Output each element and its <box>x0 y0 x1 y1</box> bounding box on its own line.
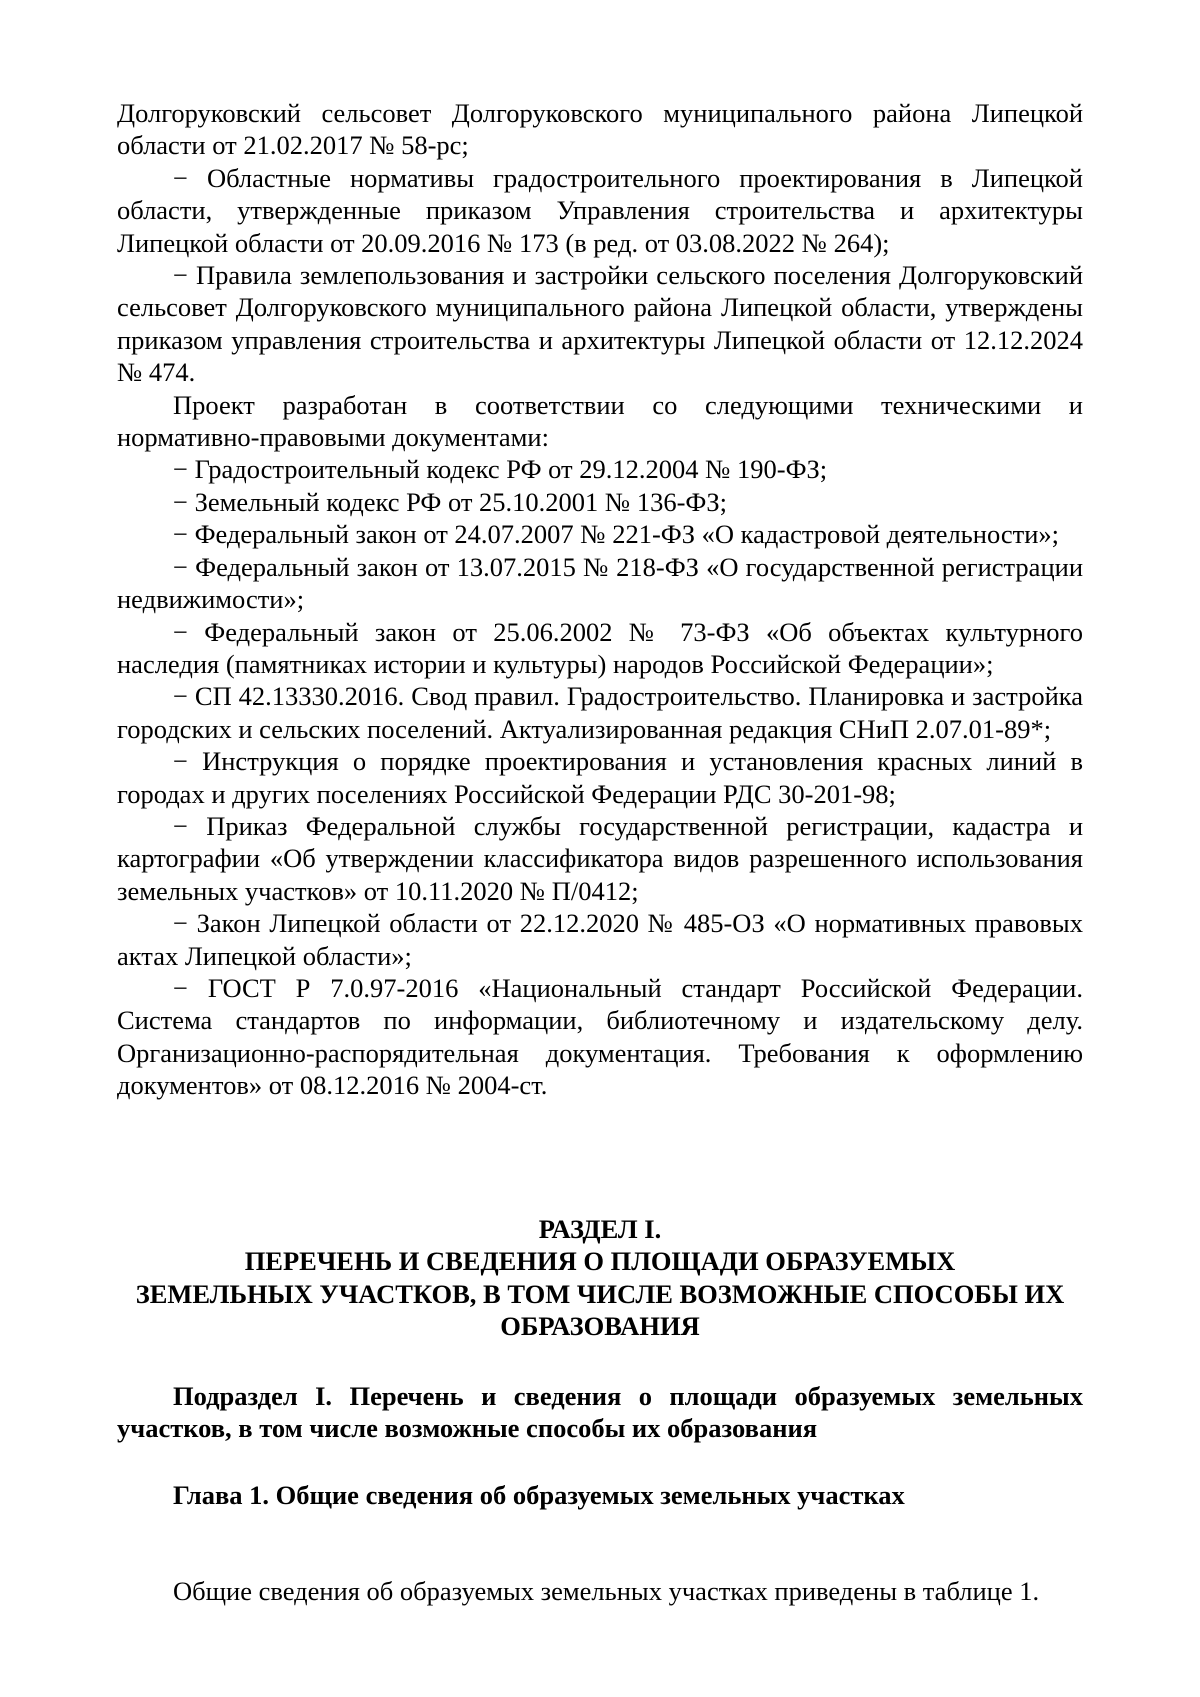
list-item-gost: − ГОСТ Р 7.0.97-2016 «Национальный стандарт Российской Федерации. Система стандартов по информации, библиотечному и издательскому делу. Организационно-распорядительная документация. Требования к оформлению документов» от 08.12.2016 № 2004-ст. <box>117 972 1083 1101</box>
list-item-rosreestr-order: − Приказ Федеральной службы государственной регистрации, кадастра и картографии «Об утверждении классификатора видов разрешенного использования земельных участков» от 10.11.2020 № П/0412; <box>117 810 1083 906</box>
list-item-lipetsk-law: − Закон Липецкой области от 22.12.2020 № 485-ОЗ «О нормативных правовых актах Липецкой области»; <box>117 908 1083 971</box>
section-title-line-1: ПЕРЕЧЕНЬ И СВЕДЕНИЯ О ПЛОЩАДИ ОБРАЗУЕМЫХ <box>244 1246 956 1277</box>
list-item-land-code: − Земельный кодекс РФ от 25.10.2001 № 136-ФЗ; <box>173 486 727 517</box>
list-item-heritage-law: − Федеральный закон от 25.06.2002 № 73-ФЗ «Об объектах культурного наследия (памятниках истории и культуры) народов Российской Федерации»; <box>117 616 1083 679</box>
closing-paragraph: Общие сведения об образуемых земельных участках приведены в таблице 1. <box>173 1576 1040 1606</box>
list-item-land-use-rules: − Правила землепользования и застройки сельского поселения Долгоруковский сельсовет Долгоруковского муниципального района Липецкой области, утверждены приказом управления строительства и архитектуры Липецкой области от 12.12.2024 № 474. <box>117 260 1083 388</box>
paragraph-project-basis: Проект разработан в соответствии со следующими техническими и нормативно-правовыми документами: <box>117 389 1083 453</box>
subsection-heading: Подраздел I. Перечень и сведения о площади образуемых земельных участков, в том числе возможные способы их образования <box>117 1381 1083 1444</box>
section-heading <box>117 1213 1083 1343</box>
chapter-heading: Глава 1. Общие сведения об образуемых земельных участках <box>173 1480 905 1510</box>
list-item-regional-standards: − Областные нормативы градостроительного проектирования в Липецкой области, утвержденные приказом Управления строительства и архитектуры Липецкой области от 20.09.2016 № 173 (в ред. от 03.08.2022 № 264); <box>117 162 1083 258</box>
section-title-line-3: ОБРАЗОВАНИЯ <box>500 1311 700 1342</box>
section-number: РАЗДЕЛ I. <box>538 1214 662 1244</box>
list-item-urban-code: − Градостроительный кодекс РФ от 29.12.2004 № 190-ФЗ; <box>173 454 828 485</box>
list-item-red-lines-instruction: − Инструкция о порядке проектирования и установления красных линий в городах и других поселениях Российской Федерации РДС 30-201-98; <box>117 746 1083 809</box>
paragraph-continuation: Долгоруковский сельсовет Долгоруковского муниципального района Липецкой области от 21.02.2017 № 58-рс; <box>117 98 1083 161</box>
list-item-registration-law: − Федеральный закон от 13.07.2015 № 218-ФЗ «О государственной регистрации недвижимости»; <box>117 551 1083 615</box>
section-title-line-2: ЗЕМЕЛЬНЫХ УЧАСТКОВ, В ТОМ ЧИСЛЕ ВОЗМОЖНЫЕ СПОСОБЫ ИХ <box>135 1278 1065 1309</box>
body-text <box>117 97 1083 1102</box>
list-item-cadastral-law: − Федеральный закон от 24.07.2007 № 221-ФЗ «О кадастровой деятельности»; <box>173 519 1059 550</box>
list-item-sp-42: − СП 42.13330.2016. Свод правил. Градостроительство. Планировка и застройка городских и сельских поселений. Актуализированная редакция СНиП 2.07.01-89*; <box>117 681 1083 744</box>
